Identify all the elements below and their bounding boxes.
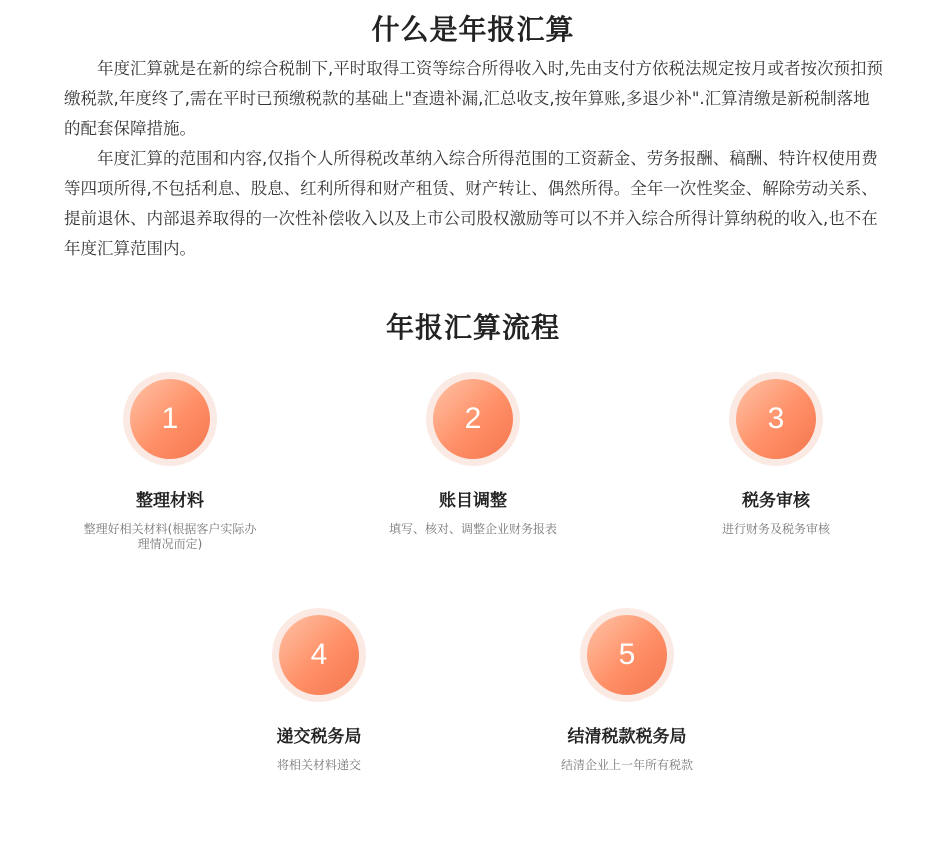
process-step-4	[219, 608, 419, 773]
step-description: 进行财务及税务审核	[721, 522, 830, 536]
step-badge	[426, 372, 520, 466]
section-title-process: 年报汇算流程	[385, 311, 560, 344]
step-badge	[580, 608, 674, 702]
step-badge	[729, 372, 823, 466]
step-number: 4	[279, 615, 359, 695]
step-number: 3	[736, 379, 816, 459]
process-step-3	[676, 372, 876, 537]
intro-paragraph-1: 年度汇算就是在新的综合税制下,平时取得工资等综合所得收入时,先由支付方依税法规定按月或者按次预扣预缴税款,年度终了,需在平时已预缴税款的基础上"查遗补漏,汇总收支,按年算账,多退少补".汇算清缴是新税制落地的配套保障措施。	[64, 59, 883, 138]
step-number: 1	[130, 379, 210, 459]
intro-paragraph-2: 年度汇算的范围和内容,仅指个人所得税改革纳入综合所得范围的工资薪金、劳务报酬、稿酬、特许权使用费等四项所得,不包括利息、股息、红利所得和财产租赁、财产转让、偶然所得。全年一次性奖金、解除劳动关系、提前退休、内部退养取得的一次性补偿收入以及上市公司股权激励等可以不并入综合所得计算纳税的收入,也不在年度汇算范围内。	[64, 149, 878, 258]
process-step-1	[70, 372, 270, 552]
step-badge	[272, 608, 366, 702]
step-name: 结清税款税务局	[567, 727, 687, 747]
step-description: 填写、核对、调整企业财务报表	[388, 522, 557, 536]
section-title-what-is: 什么是年报汇算	[371, 13, 575, 46]
step-number: 5	[587, 615, 667, 695]
step-name: 递交税务局	[276, 727, 362, 747]
step-description: 将相关材料递交	[276, 758, 361, 772]
step-badge	[123, 372, 217, 466]
process-step-2	[373, 372, 573, 537]
step-name: 账目调整	[439, 491, 507, 511]
step-description: 整理好相关材料(根据客户实际办理情况而定)	[83, 522, 257, 551]
step-name: 税务审核	[742, 491, 810, 511]
step-name: 整理材料	[136, 491, 204, 511]
step-description: 结清企业上一年所有税款	[560, 758, 693, 772]
intro-text	[64, 54, 884, 264]
step-number: 2	[433, 379, 513, 459]
process-step-5	[527, 608, 727, 773]
